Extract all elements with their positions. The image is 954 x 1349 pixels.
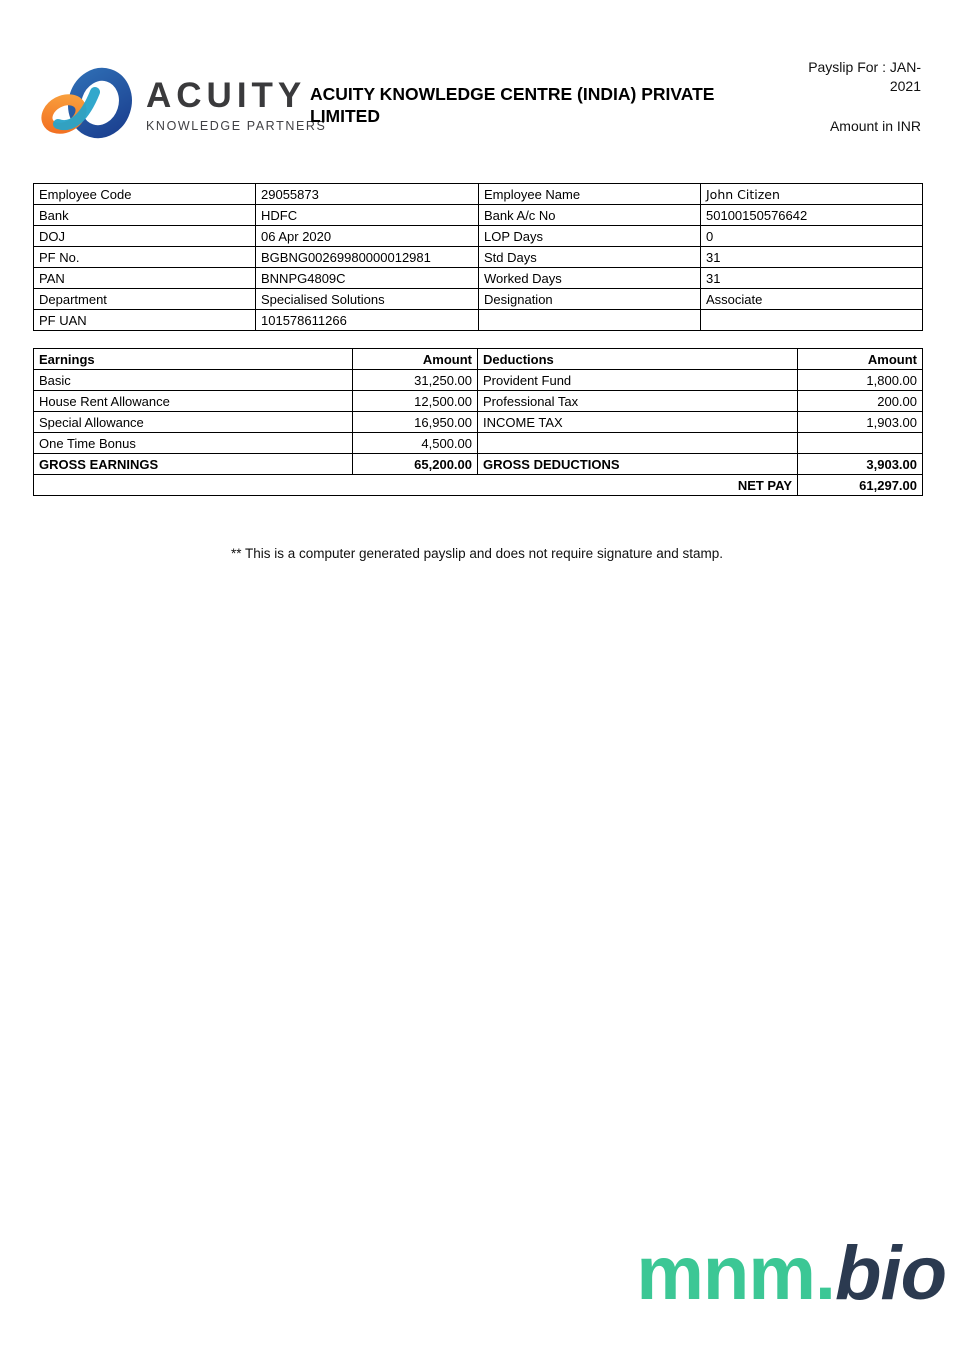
acuity-logo-icon	[38, 66, 140, 146]
employee-field-value: 31	[701, 268, 923, 289]
deductions-header: Deductions	[478, 349, 798, 370]
earnings-row-amount: 16,950.00	[353, 412, 478, 433]
deductions-amount-header: Amount	[798, 349, 923, 370]
table-header-row	[34, 349, 923, 370]
employee-field-label: PF No.	[34, 247, 256, 268]
earnings-deductions-table	[33, 348, 923, 496]
deductions-row-amount	[798, 433, 923, 454]
watermark-green-text: mnm.	[636, 1231, 836, 1316]
employee-field-value: John Citizen	[701, 184, 923, 205]
gross-deductions-label: GROSS DEDUCTIONS	[478, 454, 798, 475]
table-row	[34, 205, 923, 226]
employee-field-value: 29055873	[256, 184, 479, 205]
employee-field-value: 50100150576642	[701, 205, 923, 226]
employee-field-label: Employee Name	[479, 184, 701, 205]
table-row	[34, 268, 923, 289]
earnings-row-amount: 12,500.00	[353, 391, 478, 412]
employee-field-value: BGBNG00269980000012981	[256, 247, 479, 268]
brand-subtitle: KNOWLEDGE PARTNERS	[146, 119, 327, 133]
company-name: ACUITY KNOWLEDGE CENTRE (INDIA) PRIVATE LIMITED	[310, 84, 715, 127]
employee-field-value: 06 Apr 2020	[256, 226, 479, 247]
table-row	[34, 226, 923, 247]
deductions-row-amount: 200.00	[798, 391, 923, 412]
earnings-row-label: House Rent Allowance	[34, 391, 353, 412]
table-row	[34, 184, 923, 205]
totals-row	[34, 454, 923, 475]
employee-field-label: Employee Code	[34, 184, 256, 205]
table-row	[34, 412, 923, 433]
employee-field-label: Worked Days	[479, 268, 701, 289]
earnings-row-amount: 4,500.00	[353, 433, 478, 454]
earnings-row-label: Special Allowance	[34, 412, 353, 433]
table-row	[34, 370, 923, 391]
deductions-row-label: Provident Fund	[478, 370, 798, 391]
mnm-bio-watermark	[636, 1231, 946, 1316]
brand-wordmark: ACUITY	[146, 76, 307, 115]
employee-field-label: DOJ	[34, 226, 256, 247]
deductions-row-label: INCOME TAX	[478, 412, 798, 433]
employee-field-value: HDFC	[256, 205, 479, 226]
earnings-header: Earnings	[34, 349, 353, 370]
net-pay-value: 61,297.00	[798, 475, 923, 496]
table-row	[34, 289, 923, 310]
employee-field-value: Associate	[701, 289, 923, 310]
table-row	[34, 433, 923, 454]
table-row	[34, 310, 923, 331]
employee-field-value: 0	[701, 226, 923, 247]
employee-field-value: 101578611266	[256, 310, 479, 331]
employee-field-label: Bank A/c No	[479, 205, 701, 226]
employee-details-table	[33, 183, 923, 331]
employee-field-label: Std Days	[479, 247, 701, 268]
computer-generated-note: ** This is a computer generated payslip and does not require signature and stamp.	[230, 546, 724, 561]
gross-earnings-value: 65,200.00	[353, 454, 478, 475]
table-row	[34, 391, 923, 412]
gross-deductions-value: 3,903.00	[798, 454, 923, 475]
employee-field-label	[479, 310, 701, 331]
employee-field-value: Specialised Solutions	[256, 289, 479, 310]
employee-field-label: Designation	[479, 289, 701, 310]
earnings-row-amount: 31,250.00	[353, 370, 478, 391]
employee-field-label: LOP Days	[479, 226, 701, 247]
net-pay-row	[34, 475, 923, 496]
deductions-row-amount: 1,800.00	[798, 370, 923, 391]
employee-field-label: Department	[34, 289, 256, 310]
employee-field-value: 31	[701, 247, 923, 268]
employee-field-value	[701, 310, 923, 331]
brand-block	[146, 76, 327, 133]
employee-field-label: PAN	[34, 268, 256, 289]
employee-field-label: PF UAN	[34, 310, 256, 331]
earnings-amount-header: Amount	[353, 349, 478, 370]
deductions-row-label	[478, 433, 798, 454]
header-meta	[721, 58, 921, 136]
earnings-row-label: Basic	[34, 370, 353, 391]
employee-field-label: Bank	[34, 205, 256, 226]
deductions-row-label: Professional Tax	[478, 391, 798, 412]
payslip-period-line2: 2021	[889, 77, 921, 94]
table-row	[34, 247, 923, 268]
net-pay-label: NET PAY	[34, 475, 798, 496]
watermark-dark-text: bio	[835, 1231, 946, 1316]
deductions-row-amount: 1,903.00	[798, 412, 923, 433]
employee-field-value: BNNPG4809C	[256, 268, 479, 289]
payslip-period-line1: Payslip For : JAN-	[808, 59, 921, 75]
earnings-row-label: One Time Bonus	[34, 433, 353, 454]
currency-note: Amount in INR	[829, 117, 921, 134]
gross-earnings-label: GROSS EARNINGS	[34, 454, 353, 475]
